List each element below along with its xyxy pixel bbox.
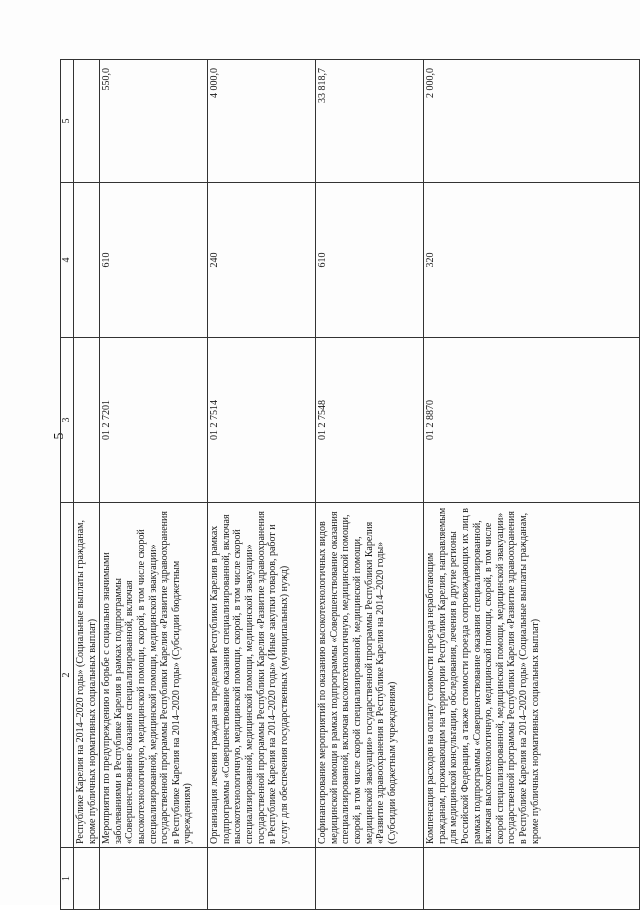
budget-table bbox=[60, 59, 640, 910]
code-cell: 01 2 7201 bbox=[100, 338, 208, 503]
type-cell: 240 bbox=[208, 183, 316, 338]
column-header-1: 1 bbox=[61, 848, 74, 910]
code-cell: 01 2 8870 bbox=[424, 338, 640, 503]
row-number-cell bbox=[208, 848, 316, 910]
code-cell: 01 2 7514 bbox=[208, 338, 316, 503]
description-cell: Мероприятия по предупреждению и борьбе с социально значимыми заболеваниями в Республике Карелия в рамках подпрограммы «Совершенствование оказания специализированной, включая высокотехнологичную, медицинской помощи, скорой, в том числе скорой специализированной, медицинской помощи, медицинской эвакуации» государственной программы Республики Карелия «Развитие здравоохранения в Республике Карелия на 2014–2020 годы» (Субсидии бюджетным учреждениям) bbox=[100, 503, 208, 848]
type-cell: 320 bbox=[424, 183, 640, 338]
description-cell: Компенсация расходов на оплату стоимости проезда неработающим гражданам, проживающим на территории Республики Карелия, направляемым для медицинской консультации, обследования, лечения в другие регионы Российской Федерации, а также стоимости проезда сопровождающих их лиц в рамках подпрограммы «Совершенствование оказания специализированной, включая высокотехнологичную, медицинской помощи, скорой, в том числе скорой специализированной, медицинской помощи, медицинской эвакуации» государственной программы Республики Карелия «Развитие здравоохранения в Республике Карелия на 2014–2020 годы» (Социальные выплаты гражданам, кроме публичных нормативных социальных выплат) bbox=[424, 503, 640, 848]
column-header-4: 4 bbox=[61, 183, 74, 338]
amount-cell: 550,0 bbox=[100, 60, 208, 183]
row-number-cell bbox=[424, 848, 640, 910]
amount-cell bbox=[74, 60, 100, 183]
table-row bbox=[208, 60, 316, 910]
table-row bbox=[74, 60, 100, 910]
type-cell: 610 bbox=[316, 183, 424, 338]
description-cell: Организация лечения граждан за пределами Республики Карелия в рамках подпрограммы «Совершенствование оказания специализированной, включая высокотехнологичную, медицинской помощи, скорой, в том числе скорой специализированной, медицинской помощи, медицинской эвакуации» государственной программы Республики Карелия «Развитие здравоохранения в Республике Карелия на 2014–2020 годы» (Иные закупки товаров, работ и услуг для обеспечения государственных (муниципальных) нужд) bbox=[208, 503, 316, 848]
table-row bbox=[424, 60, 640, 910]
amount-cell: 2 000,0 bbox=[424, 60, 640, 183]
amount-cell: 33 818,7 bbox=[316, 60, 424, 183]
code-cell: 01 2 7548 bbox=[316, 338, 424, 503]
type-cell: 610 bbox=[100, 183, 208, 338]
table-header-row bbox=[61, 60, 74, 910]
column-header-2: 2 bbox=[61, 503, 74, 848]
column-header-3: 3 bbox=[61, 338, 74, 503]
column-header-5: 5 bbox=[61, 60, 74, 183]
row-number-cell bbox=[316, 848, 424, 910]
table-row bbox=[316, 60, 424, 910]
description-cell: Софинансирование мероприятий по оказанию высокотехнологичных видов медицинской помощи в рамках подпрограммы «Совершенствование оказания специализированной, включая высокотехнологичную, медицинской помощи, скорой, в том числе скорой специализированной, медицинской помощи, медицинской эвакуации» государственной программы Республики Карелия «Развитие здравоохранения в Республике Карелия на 2014–2020 годы» (Субсидии бюджетным учреждениям) bbox=[316, 503, 424, 848]
table-row bbox=[100, 60, 208, 910]
type-cell bbox=[74, 183, 100, 338]
row-number-cell bbox=[74, 848, 100, 910]
code-cell bbox=[74, 338, 100, 503]
row-number-cell bbox=[100, 848, 208, 910]
amount-cell: 4 000,0 bbox=[208, 60, 316, 183]
description-cell: Республике Карелия на 2014–2020 годы» (Социальные выплаты гражданам, кроме публичных нормативных социальных выплат) bbox=[74, 503, 100, 848]
page-number: 5 bbox=[52, 432, 67, 440]
